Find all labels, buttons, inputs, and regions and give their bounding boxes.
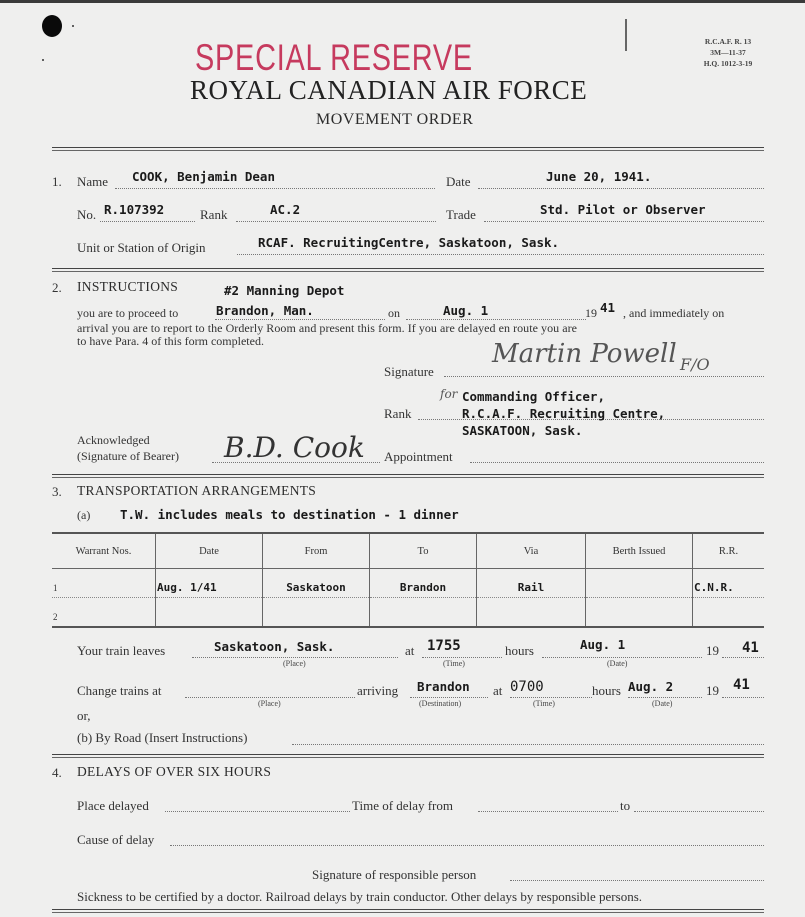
place-caption: (Place) — [283, 659, 306, 668]
delay-certification-note: Sickness to be certified by a doctor. Railroad delays by train conductor. Other delays by responsible persons. — [77, 889, 642, 904]
paper-speck — [42, 59, 44, 61]
table-row — [52, 598, 764, 628]
cause-of-delay-field-line[interactable] — [170, 845, 764, 846]
sub-a-label: (a) — [77, 508, 91, 522]
column-header: Berth Issued — [586, 533, 693, 569]
time-caption: (Time) — [443, 659, 465, 668]
date-label: Date — [446, 174, 471, 189]
rank-label: Rank — [200, 207, 228, 222]
meals-note-value: T.W. includes meals to destination - 1 dinner — [120, 507, 459, 522]
divider — [52, 754, 764, 758]
year-prefix: 19 — [706, 683, 719, 698]
unit-value: RCAF. RecruitingCentre, Saskatoon, Sask. — [258, 235, 560, 250]
document-title: ROYAL CANADIAN AIR FORCE — [190, 75, 588, 105]
rank-value: AC.2 — [270, 202, 301, 217]
service-number-label: No. — [77, 207, 97, 222]
column-header: R.R. — [693, 533, 765, 569]
paper-speck — [72, 25, 74, 27]
leaves-time-field-line[interactable] — [422, 657, 502, 658]
at-label: at — [405, 643, 415, 658]
officer-rank-note: F/O — [680, 355, 710, 374]
hours-label: hours — [505, 643, 534, 658]
responsible-signature-field-line[interactable] — [510, 880, 764, 881]
proceed-value: Brandon, Man. — [216, 303, 314, 318]
time-delay-from-field-line[interactable] — [478, 811, 618, 812]
instructions-heading: INSTRUCTIONS — [77, 279, 179, 294]
for-prefix: for — [440, 387, 458, 401]
signature-label: Signature — [384, 364, 434, 379]
paper-mark — [625, 19, 627, 51]
time-delay-to-field-line[interactable] — [634, 811, 764, 812]
train-leaves-label: Your train leaves — [77, 643, 166, 658]
leaves-year-field-line[interactable] — [722, 657, 764, 658]
time-delay-from-label: Time of delay from — [352, 798, 453, 813]
via-cell[interactable]: Rail — [477, 569, 586, 598]
date-cell[interactable]: Aug. 1/41 — [156, 569, 263, 598]
date-field-line[interactable] — [478, 188, 764, 189]
on-date-field-line[interactable] — [406, 319, 586, 320]
rank-line: SASKATOON, Sask. — [462, 423, 583, 438]
name-label: Name — [77, 174, 109, 189]
special-reserve-stamp: SPECIAL RESERVE — [195, 37, 473, 78]
change-trains-label: Change trains at — [77, 683, 162, 698]
cause-of-delay-label: Cause of delay — [77, 832, 155, 847]
appointment-label: Appointment — [384, 449, 453, 464]
bearer-signature-label: (Signature of Bearer) — [77, 449, 179, 463]
date-value: June 20, 1941. — [546, 169, 652, 184]
leaves-place-value: Saskatoon, Sask. — [214, 639, 335, 654]
column-header: Warrant Nos. — [52, 533, 156, 569]
column-header: From — [263, 533, 370, 569]
time-caption: (Time) — [533, 699, 555, 708]
destination-unit-value: #2 Manning Depot — [224, 283, 345, 298]
on-label: on — [388, 306, 400, 320]
form-ref-line: 3M—11-37 — [710, 48, 746, 57]
date-caption: (Date) — [607, 659, 628, 668]
to-cell[interactable] — [370, 598, 477, 628]
column-header: To — [370, 533, 477, 569]
instruction-text: arrival you are to report to the Orderly Room and present this form. If you are delayed en route you are — [77, 321, 578, 335]
service-number-field-line[interactable] — [100, 221, 195, 222]
arriving-label: arriving — [357, 683, 399, 698]
acknowledged-label: Acknowledged — [77, 433, 150, 447]
rr-cell[interactable]: C.N.R. — [693, 569, 765, 598]
form-ref-line: R.C.A.F. R. 13 — [704, 37, 752, 46]
date-caption: (Date) — [652, 699, 673, 708]
berth-cell[interactable] — [586, 598, 693, 628]
from-cell[interactable] — [263, 598, 370, 628]
bearer-signature: B.D. Cook — [224, 431, 365, 464]
arriving-dest-value: Brandon — [417, 679, 470, 694]
unit-label: Unit or Station of Origin — [77, 240, 206, 255]
leaves-date-value: Aug. 1 — [580, 637, 626, 652]
proceed-label: you are to proceed to — [77, 306, 179, 320]
warrant-table — [52, 532, 764, 628]
column-header: Via — [477, 533, 586, 569]
movement-order-document — [0, 3, 805, 917]
divider — [52, 474, 764, 478]
row-number: 2 — [53, 612, 58, 622]
row-number: 1 — [53, 583, 58, 593]
rank-line: R.C.A.F. Recruiting Centre, — [462, 406, 666, 421]
warrant-cell[interactable] — [52, 569, 156, 598]
name-field-line[interactable] — [115, 188, 435, 189]
table-row — [52, 569, 764, 598]
instruction-text: to have Para. 4 of this form completed. — [77, 334, 264, 348]
trade-label: Trade — [446, 207, 476, 222]
transportation-heading: TRANSPORTATION ARRANGEMENTS — [77, 483, 317, 498]
unit-field-line[interactable] — [237, 254, 764, 255]
hours-label: hours — [592, 683, 621, 698]
by-road-field-line[interactable] — [292, 744, 764, 745]
trade-field-line[interactable] — [484, 221, 764, 222]
responsible-signature-label: Signature of responsible person — [312, 867, 477, 882]
arriving-time-value: 0700 — [510, 679, 544, 695]
leaves-place-field-line[interactable] — [192, 657, 398, 658]
instruction-text: , and immediately on — [623, 306, 725, 320]
rank-line: Commanding Officer, — [462, 389, 605, 404]
year-prefix: 19 — [706, 643, 719, 658]
divider — [52, 147, 764, 151]
on-date-value: Aug. 1 — [443, 303, 489, 318]
arriving-year-value: 41 — [733, 677, 750, 693]
place-caption: (Place) — [258, 699, 281, 708]
trade-value: Std. Pilot or Observer — [540, 202, 706, 217]
officer-signature: Martin Powell — [492, 339, 677, 369]
form-ref-line: H.Q. 1012-3-19 — [703, 59, 753, 68]
arriving-date-field-line[interactable] — [628, 697, 702, 698]
via-cell[interactable] — [477, 598, 586, 628]
document-subtitle: MOVEMENT ORDER — [316, 111, 474, 128]
at-label: at — [493, 683, 503, 698]
section-number: 2. — [52, 280, 62, 295]
berth-cell[interactable] — [586, 569, 693, 598]
table-header-row — [52, 533, 764, 569]
section-number: 3. — [52, 484, 62, 499]
date-cell[interactable] — [156, 598, 263, 628]
destination-caption: (Destination) — [419, 699, 462, 708]
year-prefix: 19 — [585, 306, 597, 320]
rr-cell[interactable] — [693, 598, 765, 628]
proceed-field-line[interactable] — [215, 319, 385, 320]
section-number: 4. — [52, 765, 62, 780]
by-road-label: (b) By Road (Insert Instructions) — [77, 730, 248, 745]
arriving-date-value: Aug. 2 — [628, 679, 674, 694]
appointment-field-line[interactable] — [470, 462, 764, 463]
column-header: Date — [156, 533, 263, 569]
to-label: to — [620, 798, 631, 813]
from-cell[interactable]: Saskatoon — [263, 569, 370, 598]
leaves-year-value: 41 — [742, 640, 759, 656]
to-cell[interactable]: Brandon — [370, 569, 477, 598]
divider — [52, 268, 764, 272]
form-reference — [688, 36, 768, 69]
divider — [52, 909, 764, 913]
arriving-time-field-line[interactable] — [510, 697, 592, 698]
section-number: 1. — [52, 174, 62, 189]
rank-field-line[interactable] — [236, 221, 436, 222]
arriving-year-field-line[interactable] — [722, 697, 764, 698]
officer-rank-label: Rank — [384, 406, 412, 421]
place-delayed-label: Place delayed — [77, 798, 149, 813]
punch-hole — [42, 15, 62, 37]
arriving-dest-field-line[interactable] — [410, 697, 488, 698]
leaves-time-value: 1755 — [427, 638, 461, 654]
delays-heading: DELAYS OF OVER SIX HOURS — [77, 764, 272, 779]
name-value: COOK, Benjamin Dean — [132, 169, 275, 184]
or-label: or, — [77, 708, 91, 723]
change-place-field-line[interactable] — [185, 697, 355, 698]
leaves-date-field-line[interactable] — [542, 657, 702, 658]
warrant-cell[interactable] — [52, 598, 156, 628]
place-delayed-field-line[interactable] — [165, 811, 350, 812]
service-number-value: R.107392 — [104, 202, 165, 217]
signature-field-line[interactable] — [444, 376, 764, 377]
year-value: 41 — [600, 300, 616, 315]
